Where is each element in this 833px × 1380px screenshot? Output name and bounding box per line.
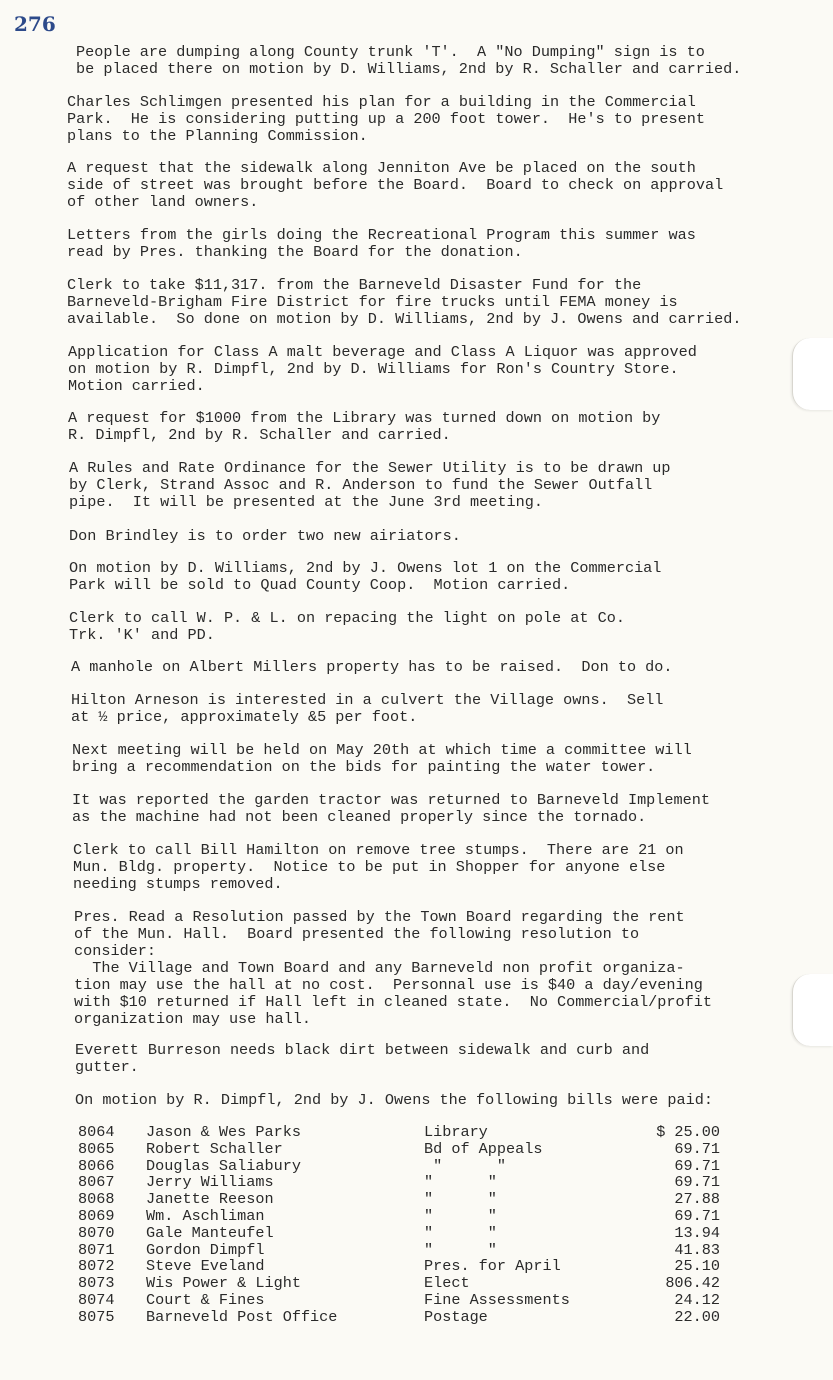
table-row: [78, 1225, 738, 1242]
bill-description: Pres. for April: [424, 1257, 561, 1276]
bill-payee: Barneveld Post Office: [146, 1307, 338, 1326]
bill-description: Elect: [424, 1274, 470, 1293]
bill-payee: Douglas Saliabury: [146, 1156, 301, 1175]
bill-number: 8074: [78, 1290, 115, 1309]
bill-amount: 806.42: [665, 1274, 720, 1293]
bill-amount: 69.71: [674, 1139, 720, 1158]
bill-payee: Jason & Wes Parks: [146, 1123, 301, 1141]
bill-payee: Jerry Williams: [146, 1173, 274, 1192]
minutes-paragraph-schlimgen: Charles Schlimgen presented his plan for a building in the Commercial Park. He is considering putting up a 200 foot tower. He's to present plans to the Planning Commission.: [67, 93, 705, 145]
minutes-paragraph-library-request: A request for $1000 from the Library was turned down on motion by R. Dimpfl, 2nd by R. Schaller and carried.: [68, 409, 661, 444]
bill-number: 8064: [78, 1123, 115, 1141]
bill-description: Library: [424, 1123, 488, 1141]
bills-table: [78, 1124, 738, 1326]
minutes-paragraph-next-meeting: Next meeting will be held on May 20th at which time a committee will bring a recommendation on the bids for painting the water tower.: [72, 741, 692, 776]
bill-number: 8072: [78, 1257, 115, 1276]
minutes-paragraph-airiators: Don Brindley is to order two new airiators.: [69, 527, 461, 545]
bill-payee: Janette Reeson: [146, 1190, 274, 1209]
bill-number: 8075: [78, 1307, 115, 1326]
minutes-paragraph-liquor-license: Application for Class A malt beverage and Class A Liquor was approved on motion by R. Dimpfl, 2nd by D. Williams for Ron's Country Store. Motion carried.: [68, 343, 697, 395]
bill-description: " ": [424, 1190, 497, 1209]
minutes-paragraph-manhole: A manhole on Albert Millers property has to be raised. Don to do.: [71, 658, 673, 676]
bill-description: Postage: [424, 1307, 488, 1326]
bill-amount: 24.12: [674, 1290, 720, 1309]
bill-number: 8066: [78, 1156, 115, 1175]
minutes-paragraph-dumping: People are dumping along County trunk 'T'. A "No Dumping" sign is to be placed there on motion by D. Williams, 2nd by R. Schaller and carried.: [76, 43, 742, 78]
bill-number: 8071: [78, 1240, 115, 1259]
bill-number: 8068: [78, 1190, 115, 1209]
bill-description: " ": [424, 1173, 497, 1192]
minutes-paragraph-recreation: Letters from the girls doing the Recreational Program this summer was read by Pres. thanking the Board for the donation.: [67, 226, 696, 261]
minutes-paragraph-sewer-ordinance: A Rules and Rate Ordinance for the Sewer Utility is to be drawn up by Clerk, Strand Assoc and R. Anderson to fund the Sewer Outfall pipe. It will be presented at the June 3rd meeting.: [69, 459, 671, 511]
minutes-paragraph-light-pole: Clerk to call W. P. & L. on repacing the light on pole at Co. Trk. 'K' and PD.: [69, 609, 625, 644]
bill-number: 8069: [78, 1206, 115, 1225]
minutes-paragraph-hall-resolution: Pres. Read a Resolution passed by the Town Board regarding the rent of the Mun. Hall. Board presented the following resolution to consider: The Village and Town Board and any Barneveld non profit organiza- tion may use the hall at no cost. Personnal use is $40 a day/evening with $10 returned if Hall left in cleaned state. No Commercial/profit organization may use hall.: [74, 908, 712, 1028]
table-row: [78, 1158, 738, 1175]
table-row: [78, 1275, 738, 1292]
bill-description: " ": [424, 1206, 497, 1225]
bill-amount: 22.00: [674, 1307, 720, 1326]
table-row: [78, 1309, 738, 1326]
bill-description: " ": [424, 1240, 497, 1259]
bill-amount: 69.71: [674, 1206, 720, 1225]
minutes-paragraph-lot-sale: On motion by D. Williams, 2nd by J. Owens lot 1 on the Commercial Park will be sold to Quad County Coop. Motion carried.: [69, 559, 662, 594]
bill-number: 8067: [78, 1173, 115, 1192]
bill-number: 8065: [78, 1139, 115, 1158]
bill-payee: Steve Eveland: [146, 1257, 265, 1276]
bill-description: Bd of Appeals: [424, 1139, 543, 1158]
bill-amount: $ 25.00: [656, 1123, 720, 1141]
minutes-paragraph-culvert: Hilton Arneson is interested in a culvert the Village owns. Sell at ½ price, approximately &5 per foot.: [71, 691, 664, 726]
bill-description: " ": [424, 1156, 507, 1175]
bill-amount: 69.71: [674, 1173, 720, 1192]
bill-amount: 69.71: [674, 1156, 720, 1175]
bill-payee: Gordon Dimpfl: [146, 1240, 265, 1259]
table-row: [78, 1242, 738, 1259]
bill-amount: 25.10: [674, 1257, 720, 1276]
table-row: [78, 1174, 738, 1191]
minutes-paragraph-garden-tractor: It was reported the garden tractor was returned to Barneveld Implement as the machine had not been cleaned properly since the tornado.: [72, 791, 710, 826]
bill-number: 8070: [78, 1223, 115, 1242]
bill-payee: Gale Manteufel: [146, 1223, 274, 1242]
bill-description: Fine Assessments: [424, 1290, 570, 1309]
bill-payee: Wis Power & Light: [146, 1274, 301, 1293]
bill-payee: Robert Schaller: [146, 1139, 283, 1158]
minutes-paragraph-tree-stumps: Clerk to call Bill Hamilton on remove tree stumps. There are 21 on Mun. Bldg. property. Notice to be put in Shopper for anyone else needing stumps removed.: [73, 841, 684, 893]
table-row: [78, 1292, 738, 1309]
minutes-paragraph-bills-motion: On motion by R. Dimpfl, 2nd by J. Owens the following bills were paid:: [75, 1091, 713, 1109]
bill-payee: Court & Fines: [146, 1290, 265, 1309]
minutes-paragraph-sidewalk: A request that the sidewalk along Jenniton Ave be placed on the south side of street was brought before the Board. Board to check on approval of other land owners.: [67, 159, 724, 211]
bill-amount: 27.88: [674, 1190, 720, 1209]
page-number: 276: [14, 12, 56, 36]
table-row: [78, 1258, 738, 1275]
minutes-paragraph-disaster-fund: Clerk to take $11,317. from the Barneveld Disaster Fund for the Barneveld-Brigham Fire District for fire trucks until FEMA money is available. So done on motion by D. Williams, 2nd by J. Owens and carried.: [67, 276, 742, 328]
table-row: [78, 1208, 738, 1225]
binder-tab-lower: [792, 974, 833, 1046]
binder-tab-upper: [792, 338, 833, 410]
bill-number: 8073: [78, 1274, 115, 1293]
table-row: [78, 1141, 738, 1158]
bill-payee: Wm. Aschliman: [146, 1206, 265, 1225]
bill-amount: 41.83: [674, 1240, 720, 1259]
bill-description: " ": [424, 1223, 497, 1242]
table-row: [78, 1191, 738, 1208]
minutes-paragraph-black-dirt: Everett Burreson needs black dirt between sidewalk and curb and gutter.: [75, 1041, 650, 1076]
table-row: [78, 1124, 738, 1141]
bill-amount: 13.94: [674, 1223, 720, 1242]
